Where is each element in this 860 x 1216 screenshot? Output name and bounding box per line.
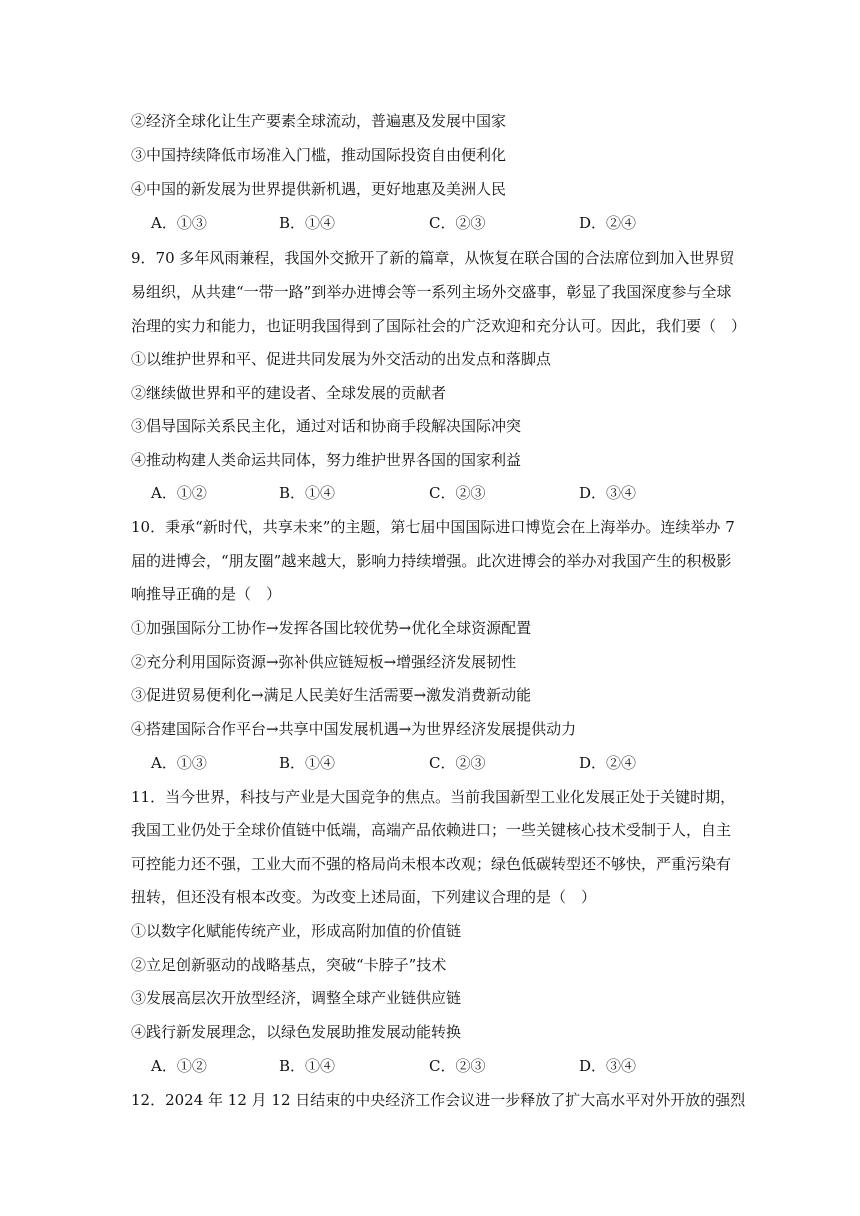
q9-answer-choices (131, 483, 771, 503)
q11-option-2: ②立足创新驱动的战略基点，突破“卡脖子”技术 (131, 956, 447, 974)
q9-option-3: ③倡导国际关系民主化，通过对话和协商手段解决国际冲突 (131, 417, 522, 435)
q8-choice-b: B．①④ (279, 214, 336, 232)
q10-option-4: ④搭建国际合作平台→共享中国发展机遇→为世界经济发展提供动力 (131, 720, 577, 738)
q8-option-3: ③中国持续降低市场准入门槛，推动国际投资自由便利化 (131, 146, 507, 164)
q12-stem-line: 12．2024 年 12 月 12 日结束的中央经济工作会议进一步释放了扩大高水平对外开放的强烈 (131, 1091, 746, 1109)
q10-choice-b: B．①④ (279, 754, 336, 772)
q8-option-2: ②经济全球化让生产要素全球流动，普遍惠及发展中国家 (131, 112, 507, 130)
q10-choice-c: C．②③ (429, 754, 486, 772)
q9-stem-line: 易组织，从共建“一带一路”到举办进博会等一系列主场外交盛事，彰显了我国深度参与全球 (131, 283, 732, 301)
q10-choice-a: A．①③ (151, 754, 207, 772)
q11-choice-d: D．③④ (579, 1057, 637, 1075)
q11-stem-line: 11．当今世界，科技与产业是大国竞争的焦点。当前我国新型工业化发展正处于关键时期， (131, 788, 736, 806)
q11-stem-line: 扭转，但还没有根本改变。为改变上述局面，下列建议合理的是（ ） (131, 888, 597, 906)
q10-answer-choices (131, 753, 771, 773)
q10-choice-d: D．②④ (579, 754, 637, 772)
q9-option-1: ①以维护世界和平、促进共同发展为外交活动的出发点和落脚点 (131, 350, 552, 368)
q11-option-1: ①以数字化赋能传统产业，形成高附加值的价值链 (131, 922, 462, 940)
q11-stem-line: 我国工业仍处于全球价值链中低端，高端产品依赖进口；一些关键核心技术受制于人，自主 (131, 821, 732, 839)
q10-option-1: ①加强国际分工协作→发挥各国比较优势→优化全球资源配置 (131, 619, 532, 637)
q8-choice-d: D．②④ (579, 214, 637, 232)
q8-answer-choices (131, 213, 771, 233)
q9-stem-line: 治理的实力和能力，也证明我国得到了国际社会的广泛欢迎和充分认可。因此，我们要（ ） (131, 317, 747, 335)
q11-stem-line: 可控能力还不强，工业大而不强的格局尚未根本改观；绿色低碳转型还不够快，严重污染有 (131, 855, 732, 873)
q8-choice-a: A．①③ (151, 214, 207, 232)
q11-answer-choices (131, 1056, 771, 1076)
q9-choice-c: C．②③ (429, 484, 486, 502)
q9-choice-d: D．③④ (579, 484, 637, 502)
q9-option-2: ②继续做世界和平的建设者、全球发展的贡献者 (131, 384, 447, 402)
q10-stem-line: 响推导正确的是（ ） (131, 585, 282, 603)
q10-stem-line: 10．秉承“新时代，共享未来”的主题，第七届中国国际进口博览会在上海举办。连续举办 7 (131, 518, 735, 536)
q11-choice-c: C．②③ (429, 1057, 486, 1075)
q8-option-4: ④中国的新发展为世界提供新机遇，更好地惠及美洲人民 (131, 180, 507, 198)
q10-stem-line: 届的进博会，“朋友圈”越来越大，影响力持续增强。此次进博会的举办对我国产生的积极影 (131, 552, 732, 570)
q11-choice-a: A．①② (151, 1057, 207, 1075)
q8-choice-c: C．②③ (429, 214, 486, 232)
q10-option-3: ③促进贸易便利化→满足人民美好生活需要→激发消费新动能 (131, 686, 532, 704)
q9-choice-a: A．①② (151, 484, 207, 502)
q10-option-2: ②充分利用国际资源→弥补供应链短板→增强经济发展韧性 (131, 653, 517, 671)
q9-stem-line: 9．70 多年风雨兼程，我国外交掀开了新的篇章，从恢复在联合国的合法席位到加入世界贸 (131, 249, 735, 267)
q11-option-4: ④践行新发展理念，以绿色发展助推发展动能转换 (131, 1023, 462, 1041)
q11-choice-b: B．①④ (279, 1057, 336, 1075)
q9-choice-b: B．①④ (279, 484, 336, 502)
q11-option-3: ③发展高层次开放型经济，调整全球产业链供应链 (131, 989, 462, 1007)
q9-option-4: ④推动构建人类命运共同体，努力维护世界各国的国家利益 (131, 451, 522, 469)
